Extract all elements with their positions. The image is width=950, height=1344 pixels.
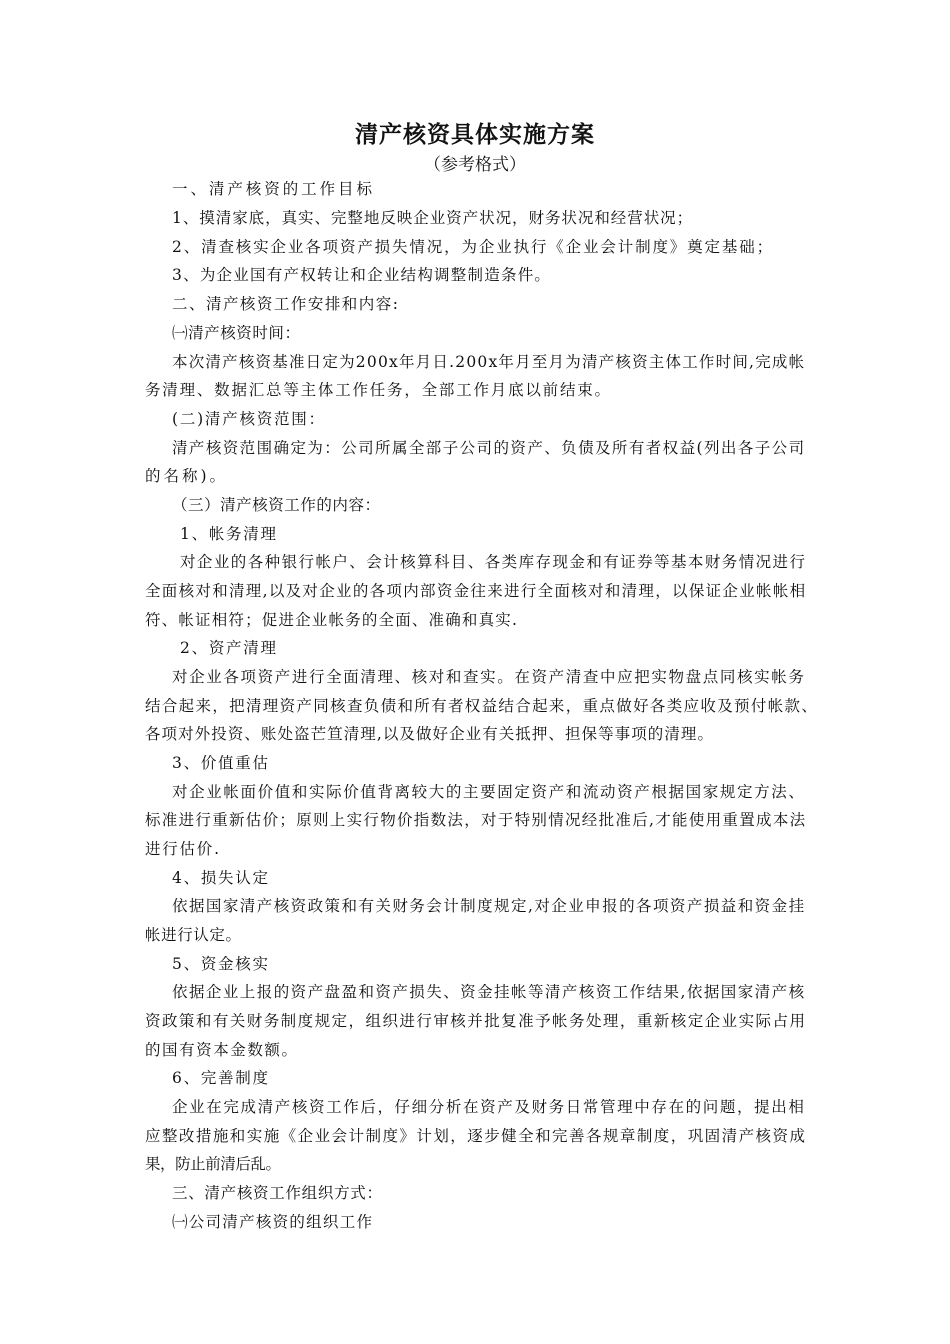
- subsection-heading: ㈠清产核资时间：: [172, 324, 301, 342]
- paragraph-line: 对企业各项资产进行全面清理、核对和查实。在资产清查中应把实物盘点同核实帐务: [172, 668, 806, 686]
- paragraph-line: 应整改措施和实施《企业会计制度》计划，逐步健全和完善各规章制度，巩固清产核资成: [145, 1127, 807, 1145]
- subsection-heading: (二)清产核资范围：: [172, 410, 326, 428]
- paragraph-line: 帐进行认定。: [145, 926, 242, 944]
- paragraph-line: 依据企业上报的资产盘盈和资产损失、资金挂帐等清产核资工作结果,依据国家清产核: [172, 983, 806, 1001]
- section-heading: 一、清产核资的工作目标: [172, 180, 375, 198]
- document-subtitle: （参考格式）: [424, 155, 526, 175]
- paragraph-line: 3、为企业国有产权转让和企业结构调整制造条件。: [172, 266, 552, 284]
- section-heading: 二、清产核资工作安排和内容:: [172, 295, 400, 313]
- item-heading: 2、资产清理: [180, 639, 278, 657]
- item-heading: 3、价值重估: [172, 754, 270, 772]
- item-heading: 6、完善制度: [172, 1069, 270, 1087]
- document-title: 清产核资具体实施方案: [355, 122, 595, 148]
- paragraph-line: 1、摸清家底，真实、完整地反映企业资产状况，财务状况和经营状况；: [172, 209, 694, 227]
- subsection-heading: （三）清产核资工作的内容：: [172, 496, 381, 514]
- paragraph-line: 对企业的各种银行帐户、会计核算科目、各类库存现金和有证券等基本财务情况进行: [180, 553, 807, 571]
- paragraph-line: 对企业帐面价值和实际价值背离较大的主要固定资产和流动资产根据国家规定方法、: [172, 783, 806, 801]
- paragraph-line: 企业在完成清产核资工作后，仔细分析在资产及财务日常管理中存在的问题，提出相: [172, 1098, 806, 1116]
- paragraph-line: 果，防止前清后乱。: [145, 1155, 281, 1173]
- paragraph-line: 全面核对和清理,以及对企业的各项内部资金往来进行全面核对和清理，以保证企业帐帐相: [145, 582, 807, 600]
- paragraph-line: 的国有资本金数额。: [145, 1041, 299, 1059]
- item-heading: 1、帐务清理: [180, 525, 278, 543]
- paragraph-line: 符、帐证相符；促进企业帐务的全面、准确和真实.: [145, 611, 519, 629]
- subsection-heading: ㈠公司清产核资的组织工作: [172, 1213, 374, 1231]
- paragraph-line: 本次清产核资基准日定为200x年月日.200x年月至月为清产核资主体工作时间,完成帐: [172, 353, 806, 371]
- item-heading: 5、资金核实: [172, 955, 270, 973]
- paragraph-line: 的名称)。: [145, 467, 229, 485]
- paragraph-line: 进行估价.: [145, 840, 221, 858]
- paragraph-line: 清产核资范围确定为：公司所属全部子公司的资产、负债及所有者权益(列出各子公司: [172, 439, 806, 457]
- paragraph-line: 结合起来，把清理资产同核查负债和所有者权益结合起来，重点做好各类应收及预付帐款、: [145, 697, 819, 715]
- paragraph-line: 依据国家清产核资政策和有关财务会计制度规定,对企业申报的各项资产损益和资金挂: [172, 897, 806, 915]
- paragraph-line: 2、清查核实企业各项资产损失情况，为企业执行《企业会计制度》奠定基础；: [172, 238, 774, 256]
- paragraph-line: 务清理、数据汇总等主体工作任务，全部工作月底以前结束。: [145, 381, 612, 399]
- paragraph-line: 标准进行重新估价；原则上实行物价指数法，对于特别情况经批准后,才能使用重置成本法: [145, 811, 807, 829]
- item-heading: 4、损失认定: [172, 869, 270, 887]
- paragraph-line: 资政策和有关财务制度规定，组织进行审核并批复准予帐务处理，重新核定企业实际占用: [145, 1012, 807, 1030]
- section-heading: 三、清产核资工作组织方式：: [172, 1184, 383, 1202]
- paragraph-line: 各项对外投资、账处盗芒笪清理,以及做好企业有关抵押、担保等事项的清理。: [145, 725, 715, 743]
